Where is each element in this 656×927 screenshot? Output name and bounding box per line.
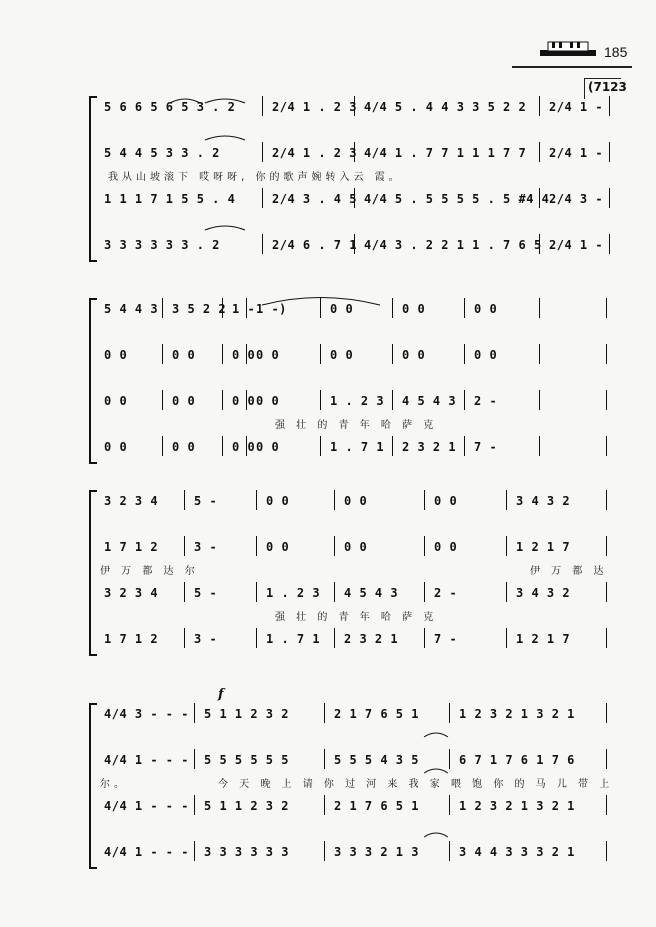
barline [324, 795, 325, 815]
barline [354, 234, 355, 254]
barline [606, 628, 607, 648]
measure-notes: 0 0 [344, 540, 368, 554]
measure-notes: 3 4 4 3 3 3 2 1 [459, 845, 575, 859]
measure-notes: 2/4 1 - [549, 146, 604, 160]
slur [424, 733, 448, 737]
barline [424, 490, 425, 510]
barline [606, 298, 607, 318]
measure-notes: 0 0 [344, 494, 368, 508]
slur [205, 136, 245, 140]
barline [606, 390, 607, 410]
barline [222, 344, 223, 364]
barline [392, 390, 393, 410]
measure-notes: 4/4 1 - - - [104, 799, 189, 813]
barline [539, 234, 540, 254]
measure-notes: 3 3 3 3 3 3 . 2 [104, 238, 220, 252]
system-brace [89, 703, 97, 869]
barline [464, 344, 465, 364]
measure-notes: 2/4 1 - [549, 100, 604, 114]
slur [205, 226, 245, 230]
barline [334, 490, 335, 510]
measure-notes: 1 . 2 3 [330, 394, 385, 408]
barline [256, 582, 257, 602]
barline [184, 582, 185, 602]
page-number: 185 [604, 44, 628, 60]
measure-notes: 3 - [194, 540, 218, 554]
measure-notes: 1 2 3 2 1 3 2 1 [459, 707, 575, 721]
barline [506, 490, 507, 510]
measure-notes: 0 0 [434, 494, 458, 508]
measure-notes: 0 0 [434, 540, 458, 554]
barline [256, 490, 257, 510]
measure-notes: 4/4 5 . 5 5 5 5 . 5 #4 4 [364, 192, 550, 206]
measure-notes: 2/4 1 - [549, 238, 604, 252]
lyrics-line: 伊 万 都 达 [530, 566, 608, 577]
barline [354, 96, 355, 116]
barline [184, 628, 185, 648]
barline [320, 344, 321, 364]
barline [609, 234, 610, 254]
barline [324, 703, 325, 723]
measure-notes: 2 - [434, 586, 458, 600]
barline [606, 703, 607, 723]
barline [606, 536, 607, 556]
lyrics-line: 今 天 晚 上 请 你 过 河 来 我 家 喂 饱 你 的 马 儿 带 上 [218, 779, 614, 790]
measure-notes: 0 0 [104, 348, 128, 362]
measure-notes: 5 1 1 2 3 2 [204, 799, 289, 813]
measure-notes: 3 2 3 4 [104, 494, 159, 508]
barline [324, 749, 325, 769]
barline [464, 436, 465, 456]
barline [539, 188, 540, 208]
measure-notes: 4/4 3 . 2 2 1 1 . 7 6 5 [364, 238, 542, 252]
measure-notes: 1 2 1 7 [516, 632, 571, 646]
barline [184, 490, 185, 510]
measure-notes: 0 0 [172, 440, 196, 454]
barline [606, 490, 607, 510]
barline [609, 142, 610, 162]
measure-notes: 2/4 1 . 2 3 [272, 100, 357, 114]
lyrics-line: 尔。 [100, 779, 128, 790]
measure-notes: 3 4 3 2 [516, 494, 571, 508]
lyrics-line: 伊 万 都 达 尔 [100, 566, 199, 577]
barline [392, 344, 393, 364]
barline [539, 390, 540, 410]
barline [609, 188, 610, 208]
measure-notes: 3 3 3 2 1 3 [334, 845, 419, 859]
barline [320, 436, 321, 456]
measure-notes: 4/4 3 - - - [104, 707, 189, 721]
barline [262, 142, 263, 162]
barline [162, 298, 163, 318]
barline [184, 536, 185, 556]
measure-notes: 2/4 3 - [549, 192, 604, 206]
barline [606, 749, 607, 769]
barline [162, 344, 163, 364]
measure-notes: 0 0 [266, 494, 290, 508]
measure-notes: 5 6 6 5 6 5 3 . 2 [104, 100, 236, 114]
measure-notes: 0 0 [232, 440, 256, 454]
measure-notes: 1 7 1 2 [104, 540, 159, 554]
barline [464, 390, 465, 410]
measure-notes: 0 0 [330, 302, 354, 316]
barline [606, 582, 607, 602]
measure-notes: 2 3 2 1 [344, 632, 399, 646]
measure-notes: 0 0 [256, 440, 280, 454]
lyrics-line: 强 壮 的 青 年 哈 萨 克 [275, 420, 438, 431]
barline [449, 841, 450, 861]
barline [449, 749, 450, 769]
barline [539, 96, 540, 116]
measure-notes: 3 - [194, 632, 218, 646]
measure-notes: 3 4 3 2 [516, 586, 571, 600]
measure-notes: 1 7 1 2 [104, 632, 159, 646]
barline [539, 142, 540, 162]
measure-notes: 0 0 [232, 348, 256, 362]
barline [539, 298, 540, 318]
barline [606, 344, 607, 364]
measure-notes: 6 7 1 7 6 1 7 6 [459, 753, 575, 767]
system-brace [89, 96, 97, 262]
slur [424, 769, 448, 773]
measure-notes: 4/4 1 . 7 7 1 1 1 7 7 [364, 146, 527, 160]
measure-notes: 5 4 4 5 3 3 . 2 [104, 146, 220, 160]
dynamic-marking: f [218, 687, 224, 702]
measure-notes: 5 4 4 3 [104, 302, 159, 316]
measure-notes: 0 0 [104, 394, 128, 408]
measure-notes: 7 - [474, 440, 498, 454]
barline [506, 628, 507, 648]
measure-notes: 2/4 1 . 2 3 [272, 146, 357, 160]
measure-notes: 0 0 [474, 302, 498, 316]
barline [606, 795, 607, 815]
barline [194, 749, 195, 769]
barline [162, 390, 163, 410]
system-brace [89, 490, 97, 656]
barline [246, 436, 247, 456]
measure-notes: 0 0 [402, 302, 426, 316]
barline [334, 582, 335, 602]
system-brace [89, 298, 97, 464]
measure-notes: 0 0 [232, 394, 256, 408]
barline [606, 841, 607, 861]
measure-notes: 1 - [232, 302, 256, 316]
measure-notes: 5 1 1 2 3 2 [204, 707, 289, 721]
measure-notes: 2 1 7 6 5 1 [334, 799, 419, 813]
measure-notes: 5 5 5 5 5 5 [204, 753, 289, 767]
measure-notes: 2/4 6 . 7 1 [272, 238, 357, 252]
lyrics-line: 我从山坡滚下 哎呀呀, 你的歌声婉转入云 霞。 [108, 172, 403, 183]
barline [194, 703, 195, 723]
cue-label: (7123 [588, 80, 627, 94]
measure-notes: 7 - [434, 632, 458, 646]
barline [609, 96, 610, 116]
barline [256, 628, 257, 648]
measure-notes: 1 1 1 7 1 5 5 . 4 [104, 192, 236, 206]
measure-notes: 1 . 7 1 [266, 632, 321, 646]
piano-keys-icon [540, 40, 596, 58]
barline [464, 298, 465, 318]
barline [334, 628, 335, 648]
barline [256, 536, 257, 556]
measure-notes: 0 0 [256, 394, 280, 408]
measure-notes: 4/4 5 . 4 4 3 3 5 2 2 [364, 100, 527, 114]
measure-notes: 1 2 3 2 1 3 2 1 [459, 799, 575, 813]
measure-notes: 0 0 [104, 440, 128, 454]
measure-notes: 5 5 5 4 3 5 [334, 753, 419, 767]
measure-notes: 0 0 [474, 348, 498, 362]
barline [334, 536, 335, 556]
measure-notes: 2 3 2 1 [402, 440, 457, 454]
barline [539, 344, 540, 364]
barline [449, 795, 450, 815]
measure-notes: 0 0 [172, 348, 196, 362]
measure-notes: 3 3 3 3 3 3 [204, 845, 289, 859]
measure-notes: 0 0 [330, 348, 354, 362]
slur [424, 833, 448, 837]
barline [354, 142, 355, 162]
barline [320, 390, 321, 410]
barline [246, 344, 247, 364]
barline [424, 628, 425, 648]
measure-notes: 0 0 [256, 348, 280, 362]
barline [392, 298, 393, 318]
measure-notes: 0 0 [266, 540, 290, 554]
barline [392, 436, 393, 456]
measure-notes: 1 . 2 3 [266, 586, 321, 600]
measure-notes: 2 - [474, 394, 498, 408]
barline [222, 436, 223, 456]
measure-notes: 4/4 1 - - - [104, 753, 189, 767]
barline [606, 436, 607, 456]
barline [222, 298, 223, 318]
barline [194, 795, 195, 815]
measure-notes: 1 -) [256, 302, 287, 316]
barline [424, 536, 425, 556]
measure-notes: 3 5 2 2 [172, 302, 227, 316]
barline [262, 96, 263, 116]
measure-notes: 3 2 3 4 [104, 586, 159, 600]
measure-notes: 4 5 4 3 [402, 394, 457, 408]
barline [262, 188, 263, 208]
measure-notes: 0 0 [172, 394, 196, 408]
barline [449, 703, 450, 723]
measure-notes: 5 - [194, 494, 218, 508]
barline [506, 582, 507, 602]
measure-notes: 4 5 4 3 [344, 586, 399, 600]
barline [246, 298, 247, 318]
measure-notes: 1 . 7 1 [330, 440, 385, 454]
barline [222, 390, 223, 410]
barline [506, 536, 507, 556]
measure-notes: 1 2 1 7 [516, 540, 571, 554]
measure-notes: 2 1 7 6 5 1 [334, 707, 419, 721]
lyrics-line: 强 壮 的 青 年 哈 萨 克 [275, 612, 438, 623]
header-rule [512, 66, 632, 68]
barline [246, 390, 247, 410]
barline [162, 436, 163, 456]
barline [324, 841, 325, 861]
measure-notes: 2/4 3 . 4 5 [272, 192, 357, 206]
measure-notes: 0 0 [402, 348, 426, 362]
measure-notes: 5 - [194, 586, 218, 600]
barline [539, 436, 540, 456]
barline [354, 188, 355, 208]
barline [424, 582, 425, 602]
barline [320, 298, 321, 318]
barline [262, 234, 263, 254]
barline [194, 841, 195, 861]
measure-notes: 4/4 1 - - - [104, 845, 189, 859]
